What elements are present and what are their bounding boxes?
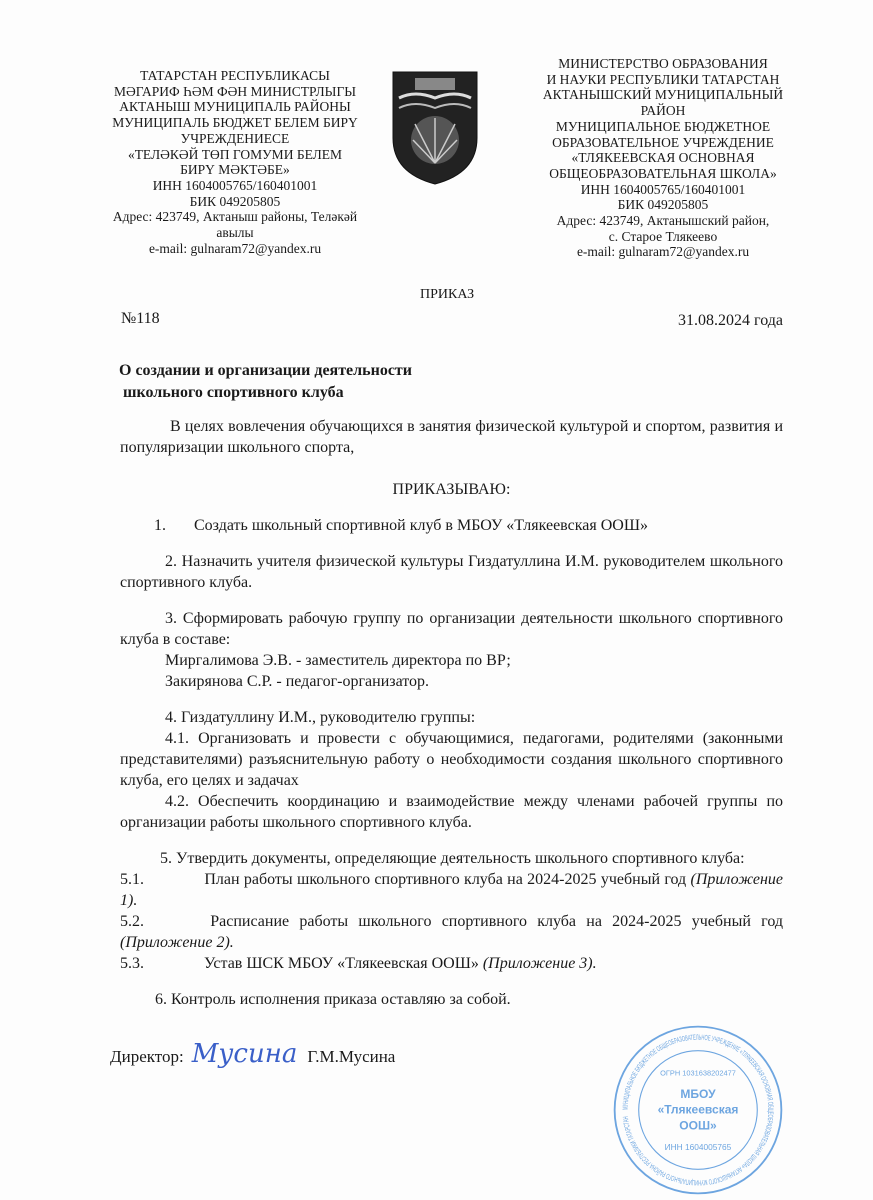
item-4-1: 4.1. Организовать и провести с обучающимися, педагогами, родителями (законными представителями) разъяснительную работу о необходимости создания школьного спортивного клуба, его целях и задачах — [120, 730, 783, 789]
item-1 — [120, 515, 783, 536]
header-line: ОБРАЗОВАТЕЛЬНОЕ УЧРЕЖДЕНИЕ — [552, 134, 774, 150]
header-line: УЧРЕЖДЕНИЕСЕ — [180, 130, 290, 146]
item-1-text: Создать школьный спортивной клуб в МБОУ «Тлякеевская ООШ» — [194, 517, 648, 534]
appendix-ref: (Приложение 1). — [120, 871, 784, 909]
header-line: с. Старое Тлякеево — [608, 228, 718, 244]
header-line: ТАТАРСТАН РЕСПУБЛИКАСЫ — [140, 68, 330, 83]
coat-of-arms-emblem — [385, 68, 485, 188]
item-2: 2. Назначить учителя физической культуры Гиздатуллина И.М. руководителем школьного спортивного клуба. — [120, 553, 783, 591]
stamp-inn: ИНН 1604005765 — [664, 1141, 732, 1152]
header-line: Адрес: 423749, Актаныш районы, Теләкәй — [112, 209, 358, 225]
header-line: БИК 049205805 — [617, 197, 709, 213]
header-line: И НАУКИ РЕСПУБЛИКИ ТАТАРСТАН — [546, 71, 780, 87]
header-line: ИНН 1604005765/160401001 — [152, 177, 318, 193]
item-3: 3. Сформировать рабочую группу по организации деятельности школьного спортивного клуба в составе: — [120, 610, 783, 648]
doc-type: ПРИКАЗ — [420, 287, 475, 302]
header-line: e-mail: gulnaram72@yandex.ru — [148, 240, 322, 256]
header-line: ИНН 1604005765/160401001 — [580, 181, 746, 197]
official-stamp — [610, 1022, 786, 1198]
header-line: Адрес: 423749, Актанышский район, — [556, 213, 770, 229]
order-body — [110, 416, 784, 1069]
handwritten-signature: Мусина — [191, 1039, 298, 1069]
item-number: 5.1. — [120, 871, 144, 888]
item-5-3 — [120, 953, 783, 974]
header-line: ОБЩЕОБРАЗОВАТЕЛЬНАЯ ШКОЛА» — [549, 165, 777, 181]
signatory-name: Г.М.Мусина — [307, 1047, 396, 1066]
item-text: Расписание работы школьного спортивного клуба на 2024-2025 учебный год — [210, 913, 784, 930]
item-1-number: 1. — [154, 517, 166, 534]
header-line: «ТЛЯКЕЕВСКАЯ ОСНОВНАЯ — [571, 150, 755, 166]
stamp-center: МБОУ — [680, 1086, 716, 1101]
item-text: План работы школьного спортивного клуба на 2024-2025 учебный год — [204, 871, 687, 888]
order-number: №118 — [121, 310, 160, 327]
header-right — [528, 56, 798, 260]
order-date: 31.08.2024 года — [678, 312, 783, 329]
intro-paragraph: В целях вовлечения обучающихся в занятия физической культурой и спортом, развития и популяризации школьного спорта, — [120, 418, 783, 456]
header-line: МУНИЦИПАЛЬНОЕ БЮДЖЕТНОЕ — [555, 118, 771, 134]
header-left — [95, 68, 375, 256]
header-line: МУНИЦИПАЛЬ БЮДЖЕТ БЕЛЕМ БИРҮ — [112, 115, 358, 131]
item-number: 5.3. — [120, 955, 144, 972]
header-line: БИК 049205805 — [189, 193, 281, 209]
order-word: ПРИКАЗЫВАЮ: — [392, 481, 511, 498]
appendix-ref: (Приложение 3). — [482, 955, 597, 972]
stamp-center: ООШ» — [679, 1118, 717, 1133]
item-5: 5. Утвердить документы, определяющие деятельность школьного спортивного клуба: — [160, 850, 745, 867]
stamp-ogrn: ОГРН 1031638202477 — [660, 1068, 736, 1078]
header-line: e-mail: gulnaram72@yandex.ru — [576, 244, 750, 260]
signature-role: Директор: — [110, 1047, 184, 1066]
item-5-1 — [120, 869, 783, 911]
order-title-line: О создании и организации деятельности — [119, 362, 412, 379]
header-line: МӘГАРИФ ҺӘМ ФӘН МИНИСТРЛЫГЫ — [113, 83, 357, 99]
header-line: МИНИСТЕРСТВО ОБРАЗОВАНИЯ — [558, 56, 768, 71]
stamp-center: «Тлякеевская — [657, 1102, 739, 1117]
item-number: 5.2. — [120, 913, 144, 930]
item-4: 4. Гиздатуллину И.М., руководителю группы: — [165, 709, 476, 726]
header-line: БИРҮ МӘКТӘБЕ» — [180, 162, 290, 178]
appendix-ref: (Приложение 2). — [120, 934, 234, 951]
stamp-ring-text: МУНИЦИПАЛЬНОЕ БЮДЖЕТНОЕ ОБЩЕОБРАЗОВАТЕЛЬНОЕ УЧРЕЖДЕНИЕ «ТЛЯКЕЕВСКАЯ ОСНОВНАЯ ОБЩЕОБРАЗОВАТЕЛЬНАЯ ШКОЛА» АКТАНЫШСКОГО МУНИЦИПАЛЬНОГО РАЙОНА РЕСПУБЛИКИ ТАТАРСТАН — [620, 1032, 776, 1188]
item-5-2 — [120, 911, 783, 953]
item-text: Устав ШСК МБОУ «Тлякеевская ООШ» — [204, 955, 479, 972]
header-line: «ТЕЛӘКӘЙ ТӨП ГОМУМИ БЕЛЕМ — [127, 146, 343, 162]
item-4-2: 4.2. Обеспечить координацию и взаимодействие между членами рабочей группы по организации работы школьного спортивного клуба. — [120, 793, 783, 831]
header-line: авылы — [216, 225, 254, 241]
header-line: АКТАНЫШСКИЙ МУНИЦИПАЛЬНЫЙ — [542, 87, 784, 103]
header-line: АКТАНЫШ МУНИЦИПАЛЬ РАЙОНЫ — [119, 99, 351, 115]
item-3-member: Закирянова С.Р. - педагог-организатор. — [165, 673, 430, 690]
order-title-line: школьного спортивного клуба — [123, 384, 344, 401]
item-3-member: Миргалимова Э.В. - заместитель директора по ВР; — [165, 652, 511, 669]
item-6: 6. Контроль исполнения приказа оставляю за собой. — [155, 991, 511, 1008]
header-line: РАЙОН — [640, 103, 686, 119]
